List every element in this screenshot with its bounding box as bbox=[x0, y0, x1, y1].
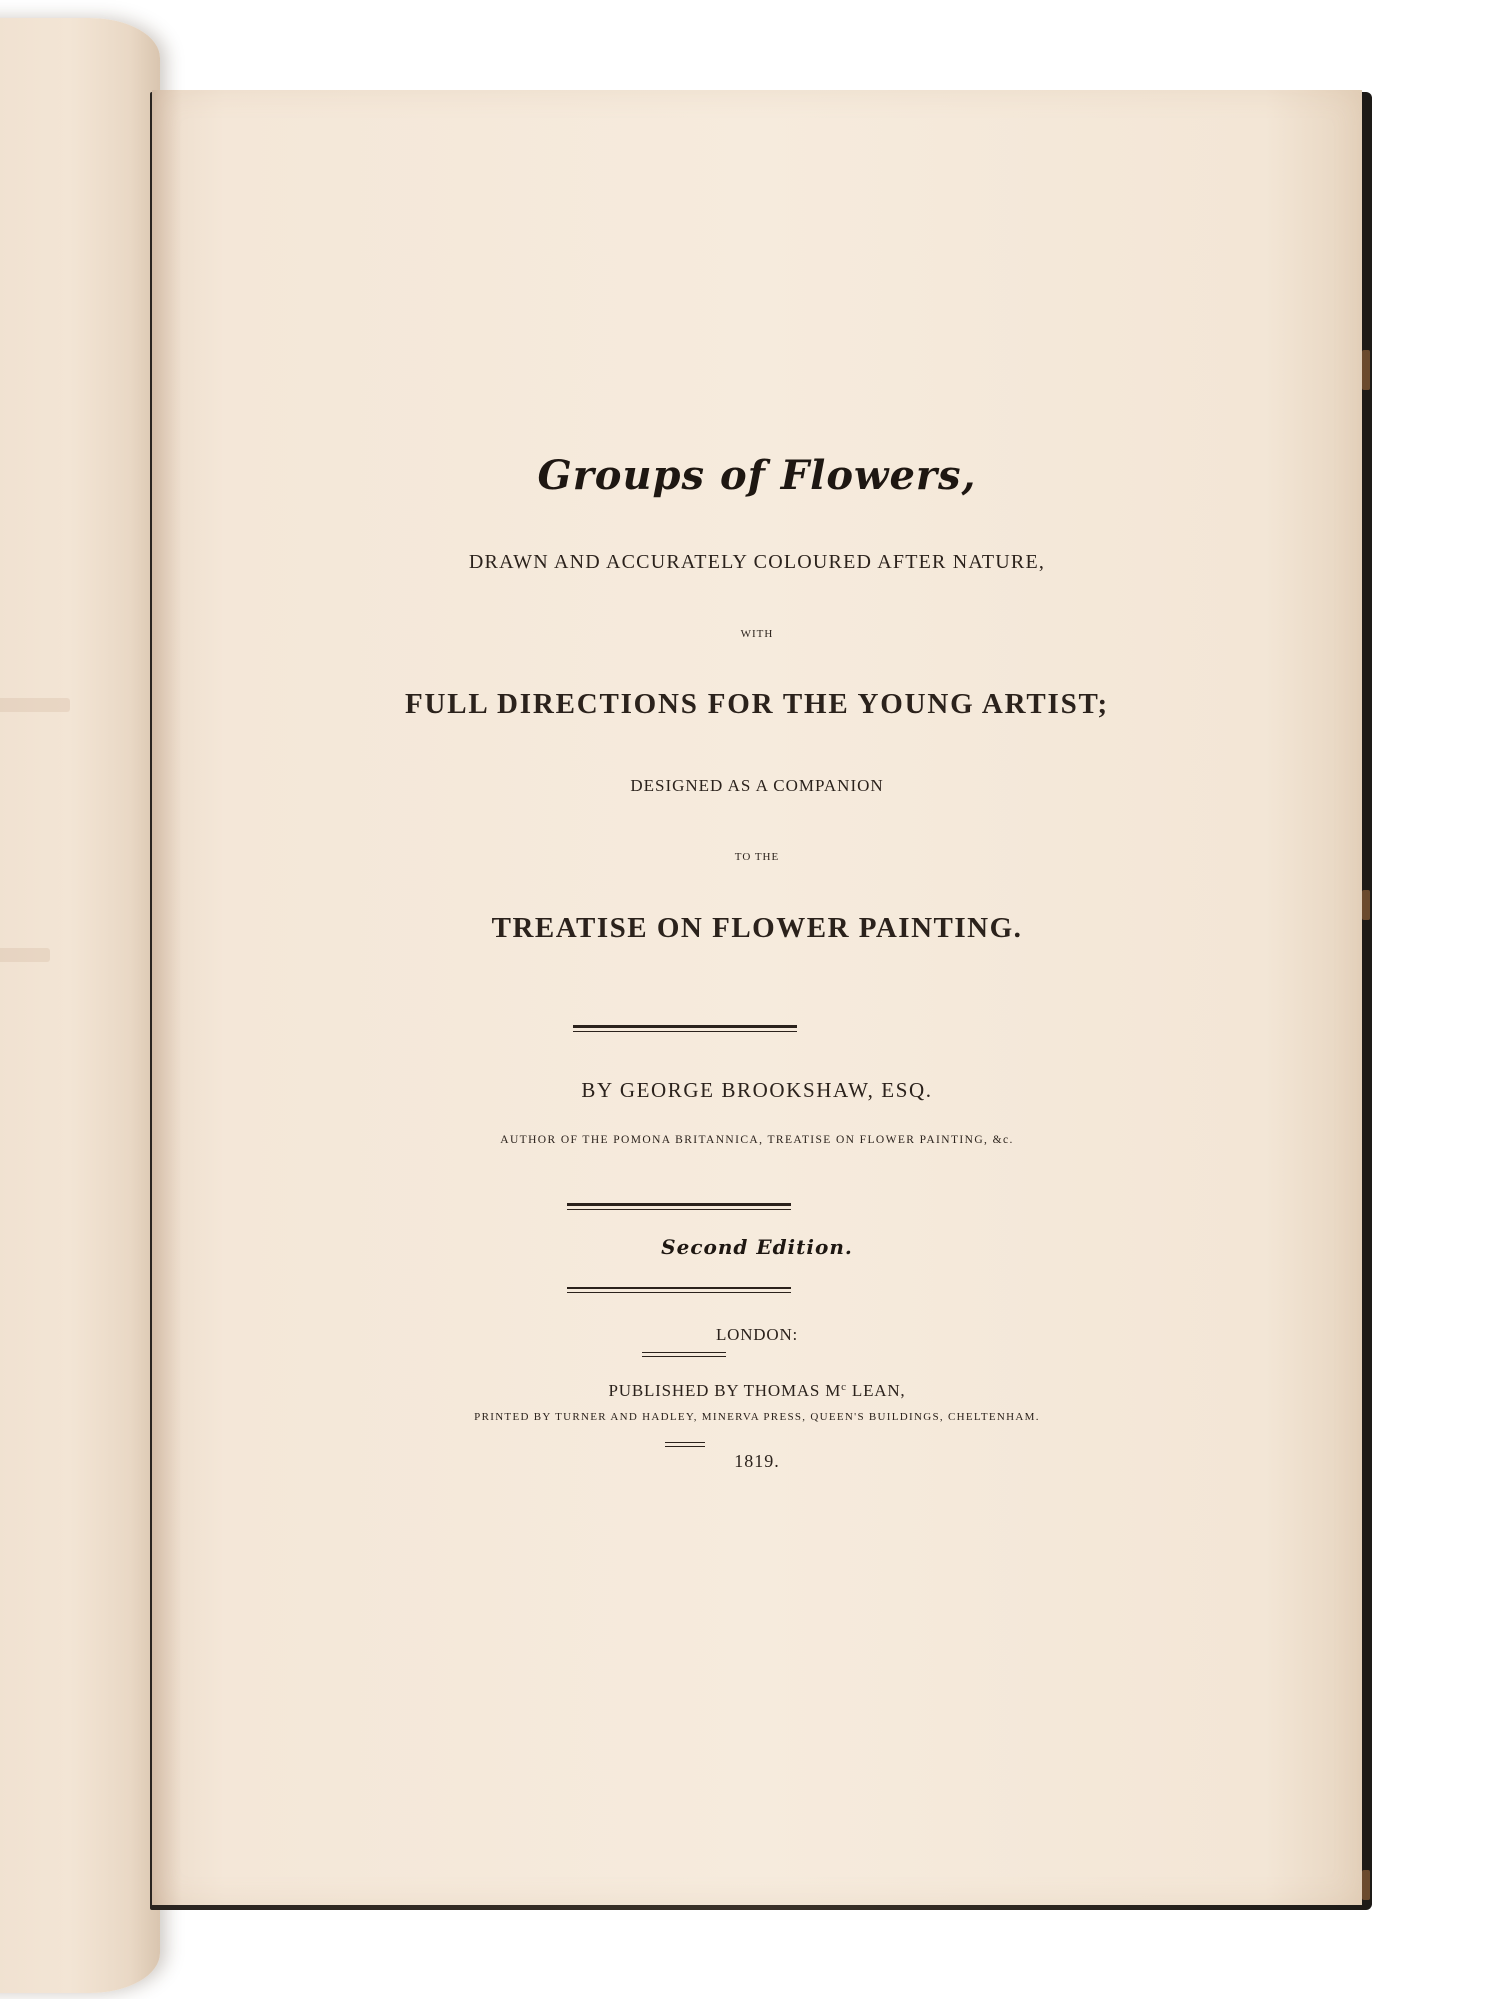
publication-year: 1819. bbox=[734, 1451, 780, 1471]
show-through-mark bbox=[0, 948, 50, 962]
left-page bbox=[0, 18, 160, 1993]
page-gutter-shadow bbox=[152, 90, 182, 1905]
city-underline bbox=[642, 1356, 726, 1357]
foxing-mark bbox=[1362, 1870, 1370, 1900]
connector-with: WITH bbox=[740, 628, 774, 640]
year-rule bbox=[665, 1446, 705, 1447]
foxing-mark bbox=[1362, 350, 1370, 390]
subtitle-line-4: TREATISE ON FLOWER PAINTING. bbox=[491, 912, 1023, 944]
imprint-city: LONDON: bbox=[715, 1325, 799, 1344]
show-through-mark bbox=[0, 698, 70, 712]
city-underline bbox=[642, 1352, 726, 1353]
subtitle-line-3: DESIGNED AS A COMPANION bbox=[630, 776, 884, 795]
publisher-prefix: PUBLISHED BY THOMAS M bbox=[608, 1381, 842, 1400]
publisher-superscript: c bbox=[841, 1381, 847, 1393]
double-rule bbox=[567, 1287, 791, 1289]
year-rule bbox=[665, 1442, 705, 1443]
double-rule bbox=[573, 1025, 797, 1028]
printer-line: PRINTED BY TURNER AND HADLEY, MINERVA PRESS, QUEEN'S BUILDINGS, CHELTENHAM. bbox=[474, 1411, 1040, 1423]
double-rule bbox=[567, 1203, 791, 1206]
foxing-mark bbox=[1362, 890, 1370, 920]
edition-statement: Second Edition. bbox=[661, 1235, 853, 1259]
book-title: Groups of Flowers, bbox=[537, 452, 977, 499]
publisher-line bbox=[152, 1381, 1362, 1401]
author-line: BY GEORGE BROOKSHAW, ESQ. bbox=[581, 1078, 933, 1102]
subtitle-line-2: FULL DIRECTIONS FOR THE YOUNG ARTIST; bbox=[405, 688, 1109, 720]
title-page bbox=[152, 90, 1362, 1905]
connector-to-the: TO THE bbox=[734, 851, 780, 863]
publisher-suffix: LEAN, bbox=[846, 1381, 906, 1400]
subtitle-line-1: DRAWN AND ACCURATELY COLOURED AFTER NATURE, bbox=[468, 551, 1046, 573]
author-credits: AUTHOR OF THE POMONA BRITANNICA, TREATISE ON FLOWER PAINTING, &c. bbox=[500, 1134, 1014, 1146]
